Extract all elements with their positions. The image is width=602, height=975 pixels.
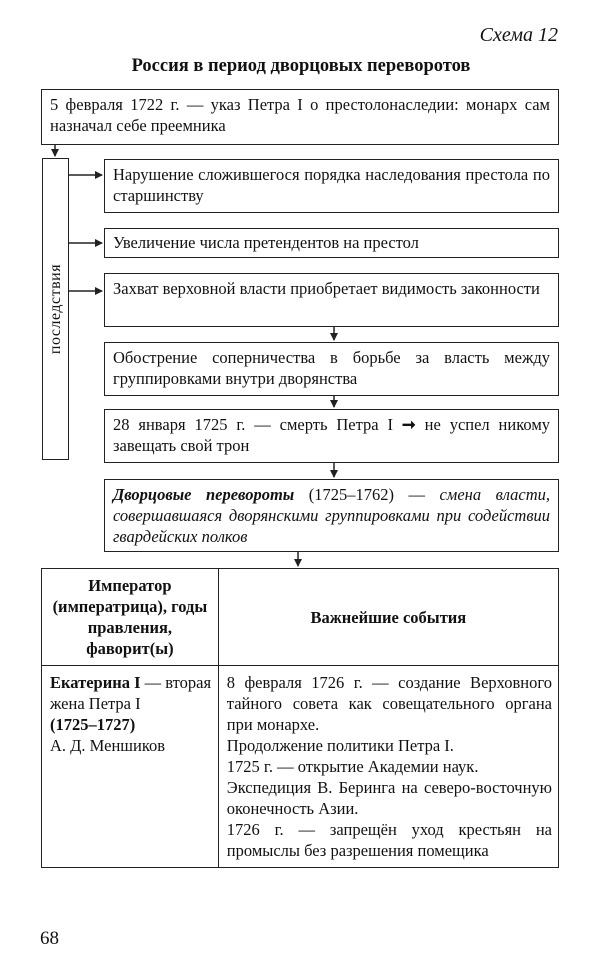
consequence-text-3: Захват верховной власти приобретает видимость законности bbox=[113, 279, 540, 298]
ruler-years: (1725–1727) bbox=[50, 715, 136, 734]
table-header-row bbox=[42, 569, 559, 666]
ruler-name: Екатерина I bbox=[50, 673, 141, 692]
event-item: 1725 г. — открытие Академии наук. bbox=[226, 757, 479, 776]
decree-text: 5 февраля 1722 г. — указ Петра I о престолонаследии: монарх сам назначал себе преемника bbox=[50, 95, 550, 135]
event-item: 1726 г. — запрещён уход крестьян на промыслы без разрешения помещика bbox=[226, 820, 552, 860]
page-title: Россия в период дворцовых переворотов bbox=[131, 56, 471, 76]
arrow-right-icon: ➞ bbox=[401, 415, 416, 434]
ruler-description: — вторая жена Петра I bbox=[50, 673, 212, 713]
header-ruler: Император (императрица), годы правления, фаворит(ы) bbox=[42, 569, 219, 666]
death-text: 28 января 1725 г. — смерть Петра I bbox=[113, 415, 394, 434]
ruler-cell bbox=[42, 666, 219, 868]
consequence-text-1: Нарушение сложившегося порядка наследования престола по старшинству bbox=[113, 165, 550, 205]
event-item: Экспедиция В. Беринга на северо-восточную оконечность Азии. bbox=[226, 778, 552, 818]
coups-term: Дворцовые перевороты bbox=[113, 485, 295, 504]
consequence-text-2: Увеличение числа претендентов на престол bbox=[113, 233, 419, 252]
table-row bbox=[42, 666, 559, 868]
events-cell bbox=[218, 666, 558, 868]
coups-definition: смена власти, совершавшаяся дворянскими группировками при содействии гвардейских полков bbox=[113, 485, 551, 546]
scheme-label: Схема 12 bbox=[479, 24, 558, 46]
coups-years: (1725–1762) — bbox=[308, 485, 425, 504]
consequences-label: последствия bbox=[46, 263, 64, 355]
rivalry-text: Обострение соперничества в борьбе за власть между группировками внутри дворянства bbox=[113, 348, 550, 388]
ruler-favorite: А. Д. Меншиков bbox=[50, 736, 166, 755]
rulers-table bbox=[41, 568, 559, 868]
death-consequence: не успел никому завещать свой трон bbox=[113, 415, 551, 455]
header-events: Важнейшие события bbox=[218, 569, 558, 666]
event-item: 8 февраля 1726 г. — создание Верховного тайного совета как совещательного органа при монархе. bbox=[226, 673, 552, 734]
page-number: 68 bbox=[40, 928, 59, 949]
event-item: Продолжение политики Петра I. bbox=[226, 736, 454, 755]
